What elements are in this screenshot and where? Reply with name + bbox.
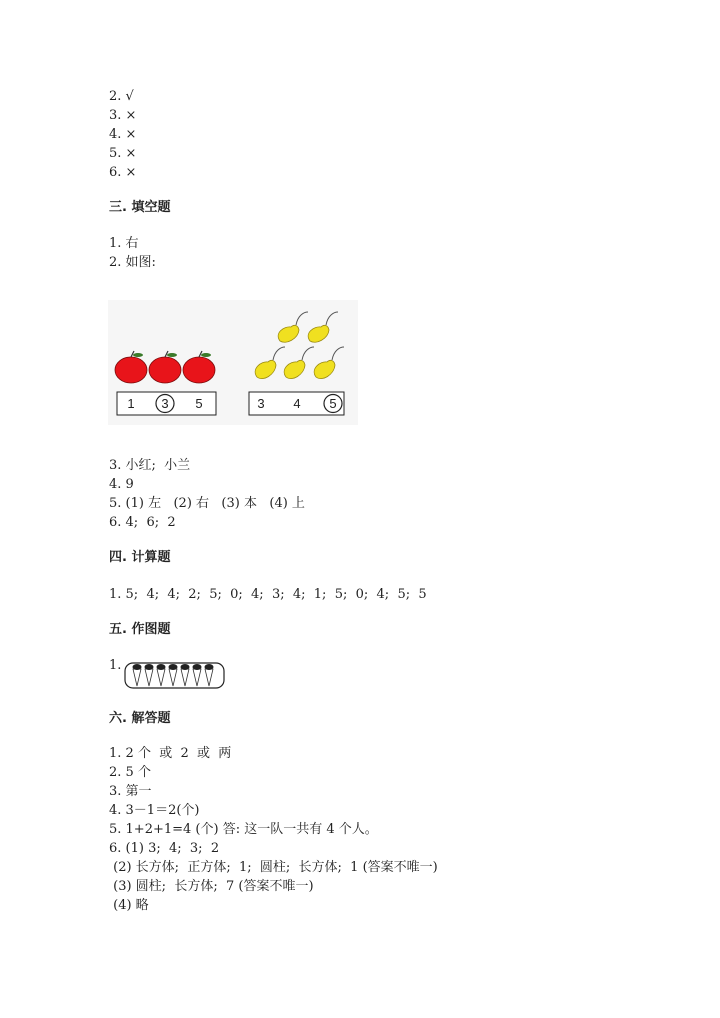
calc-answer-1: 1. 5; 4; 4; 2; 5; 0; 4; 3; 4; 1; 5; 0; 4; 5; 5: [109, 587, 427, 602]
solve-answer-6-part-3: (3) 圆柱; 长方体; 7 (答案不唯一): [109, 879, 314, 894]
fill-answer-3: 3. 小红; 小兰: [109, 458, 191, 473]
right-number-1: 3: [257, 396, 265, 411]
apple-icon: [115, 357, 215, 383]
solve-answer-5: 5. 1+2+1=4 (个) 答: 这一队一共有 4 个人。: [109, 822, 378, 837]
right-number-2: 4: [293, 396, 301, 411]
judgement-answer-3: 3. ×: [109, 108, 137, 123]
left-number-3: 5: [195, 396, 203, 411]
drawing-answer-label: 1.: [109, 658, 122, 673]
fill-answer-4: 4. 9: [109, 477, 134, 492]
section-5-heading: 五. 作图题: [109, 622, 171, 637]
solve-answer-1: 1. 2 个 或 2 或 两: [109, 746, 232, 761]
solve-answer-6-part-1: 6. (1) 3; 4; 3; 2: [109, 841, 220, 856]
judgement-answer-5: 5. ×: [109, 146, 137, 161]
fill-answer-5: 5. (1) 左 (2) 右 (3) 本 (4) 上: [109, 496, 305, 511]
left-number-2: 3: [161, 396, 169, 411]
right-number-3: 5: [329, 396, 337, 411]
judgement-answer-2: 2. √: [109, 89, 134, 104]
fill-answer-1: 1. 右: [109, 236, 139, 251]
section-3-heading: 三. 填空题: [109, 200, 171, 215]
solve-answer-6-part-2: (2) 长方体; 正方体; 1; 圆柱; 长方体; 1 (答案不唯一): [109, 860, 438, 875]
fill-answer-2: 2. 如图:: [109, 255, 156, 270]
solve-answer-4: 4. 3－1＝2(个): [109, 803, 200, 818]
section-4-heading: 四. 计算题: [109, 550, 171, 565]
solve-answer-2: 2. 5 个: [109, 765, 151, 780]
left-number-1: 1: [127, 396, 135, 411]
solve-answer-3: 3. 第一: [109, 784, 152, 799]
fill-answer-6: 6. 4; 6; 2: [109, 515, 176, 530]
solve-answer-6-part-4: (4) 略: [109, 898, 149, 913]
section-6-heading: 六. 解答题: [109, 711, 171, 726]
carrots-figure: [124, 660, 226, 690]
fruit-figure: [108, 300, 358, 425]
judgement-answer-4: 4. ×: [109, 127, 137, 142]
judgement-answer-6: 6. ×: [109, 165, 137, 180]
